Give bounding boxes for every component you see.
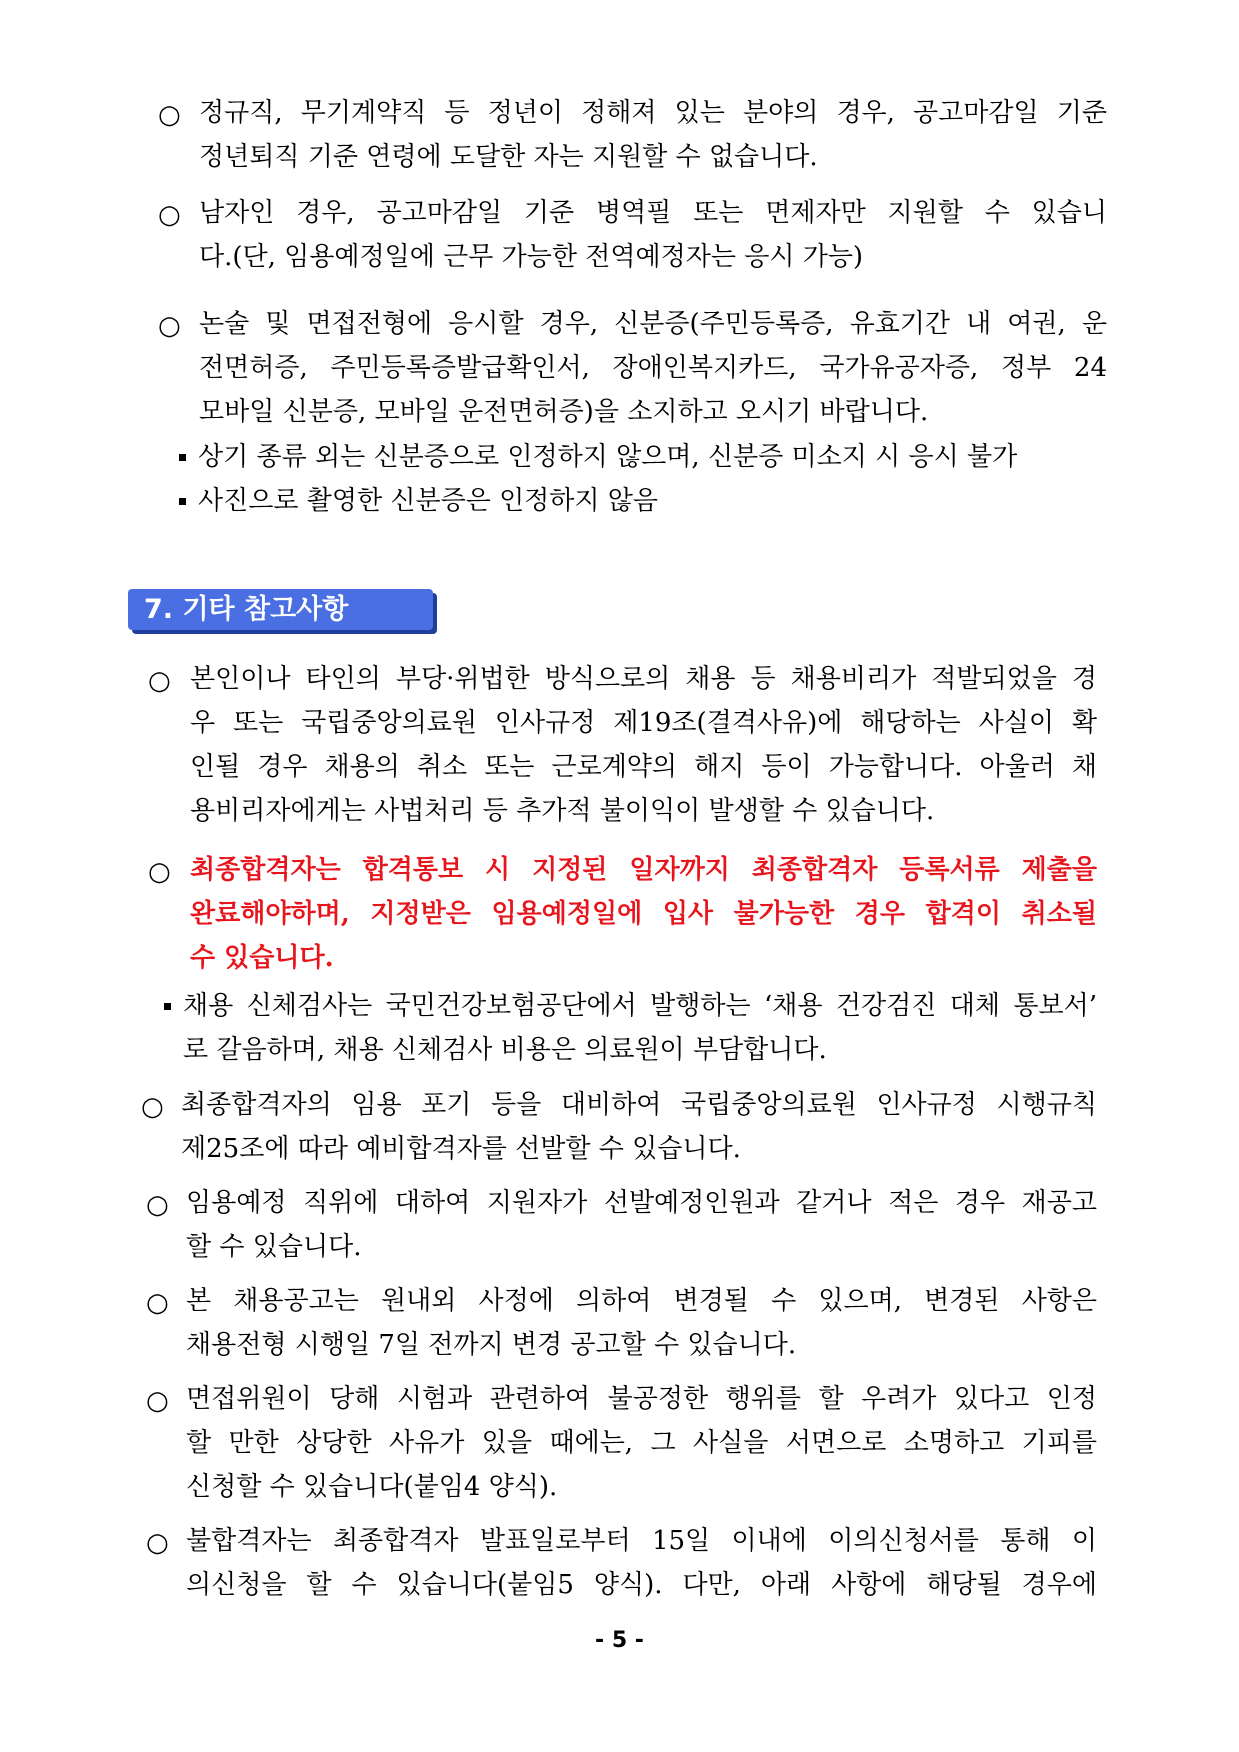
circle-bullet-icon: ○ — [146, 1190, 169, 1220]
text-line: 채용 신체검사는 국민건강보험공단에서 발행하는 ‘채용 건강검진 대체 통보서’ — [183, 991, 1097, 1021]
text-line: 불합격자는 최종합격자 발표일로부터 15일 이내에 이의신청서를 통해 이 — [186, 1526, 1097, 1556]
text-line: 본인이나 타인의 부당·위법한 방식으로의 채용 등 채용비리가 적발되었을 경 — [190, 664, 1097, 694]
section-heading: 7. 기타 참고사항 — [128, 589, 433, 630]
text-line: 최종합격자의 임용 포기 등을 대비하여 국립중앙의료원 인사규정 시행규칙 — [181, 1090, 1097, 1120]
text-line: 상기 종류 외는 신분증으로 인정하지 않으며, 신분증 미소지 시 응시 불가 — [198, 442, 1018, 472]
text-line: 인될 경우 채용의 취소 또는 근로계약의 해지 등이 가능합니다. 아울러 채 — [190, 752, 1097, 782]
page-number: - 5 - — [595, 1628, 644, 1653]
text-line: 논술 및 면접전형에 응시할 경우, 신분증(주민등록증, 유효기간 내 여권, 운 — [199, 309, 1107, 339]
circle-bullet-icon: ○ — [146, 1528, 169, 1558]
text-line: 수 있습니다. — [190, 943, 334, 973]
text-line: 정규직, 무기계약직 등 정년이 정해져 있는 분야의 경우, 공고마감일 기준 — [199, 98, 1107, 128]
text-line: 임용예정 직위에 대하여 지원자가 선발예정인원과 같거나 적은 경우 재공고 — [186, 1188, 1097, 1218]
square-bullet-icon — [164, 1003, 171, 1010]
text-line: 로 갈음하며, 채용 신체검사 비용은 의료원이 부담합니다. — [183, 1035, 827, 1065]
text-line: 우 또는 국립중앙의료원 인사규정 제19조(결격사유)에 해당하는 사실이 확 — [190, 708, 1097, 738]
circle-bullet-icon: ○ — [148, 666, 171, 696]
text-line: 본 채용공고는 원내외 사정에 의하여 변경될 수 있으며, 변경된 사항은 — [186, 1286, 1097, 1316]
text-line: 용비리자에게는 사법처리 등 추가적 불이익이 발생할 수 있습니다. — [190, 796, 935, 826]
square-bullet-icon — [179, 454, 186, 461]
text-line: 정년퇴직 기준 연령에 도달한 자는 지원할 수 없습니다. — [199, 142, 818, 172]
circle-bullet-icon: ○ — [158, 100, 181, 130]
circle-bullet-icon: ○ — [158, 200, 181, 230]
text-line: 할 수 있습니다. — [186, 1232, 362, 1262]
text-line: 남자인 경우, 공고마감일 기준 병역필 또는 면제자만 지원할 수 있습니 — [199, 198, 1107, 228]
text-line: 제25조에 따라 예비합격자를 선발할 수 있습니다. — [181, 1134, 741, 1164]
text-line: 최종합격자는 합격통보 시 지정된 일자까지 최종합격자 등록서류 제출을 — [190, 855, 1097, 885]
text-line: 모바일 신분증, 모바일 운전면허증)을 소지하고 오시기 바랍니다. — [199, 397, 929, 427]
circle-bullet-icon: ○ — [146, 1386, 169, 1416]
circle-bullet-icon: ○ — [146, 1288, 169, 1318]
text-line: 채용전형 시행일 7일 전까지 변경 공고할 수 있습니다. — [186, 1330, 797, 1360]
text-line: 의신청을 할 수 있습니다(붙임5 양식). 다만, 아래 사항에 해당될 경우에 — [186, 1570, 1097, 1600]
text-line: 사진으로 촬영한 신분증은 인정하지 않음 — [198, 486, 659, 516]
circle-bullet-icon: ○ — [158, 311, 181, 341]
text-line: 신청할 수 있습니다(붙임4 양식). — [186, 1472, 558, 1502]
text-line: 할 만한 상당한 사유가 있을 때에는, 그 사실을 서면으로 소명하고 기피를 — [186, 1428, 1097, 1458]
circle-bullet-icon: ○ — [141, 1092, 164, 1122]
text-line: 전면허증, 주민등록증발급확인서, 장애인복지카드, 국가유공자증, 정부 24 — [199, 353, 1107, 383]
text-line: 다.(단, 임용예정일에 근무 가능한 전역예정자는 응시 가능) — [199, 242, 864, 272]
text-line: 면접위원이 당해 시험과 관련하여 불공정한 행위를 할 우려가 있다고 인정 — [186, 1384, 1097, 1414]
square-bullet-icon — [179, 498, 186, 505]
text-line: 완료해야하며, 지정받은 임용예정일에 입사 불가능한 경우 합격이 취소될 — [190, 899, 1097, 929]
circle-bullet-icon: ○ — [148, 857, 171, 887]
